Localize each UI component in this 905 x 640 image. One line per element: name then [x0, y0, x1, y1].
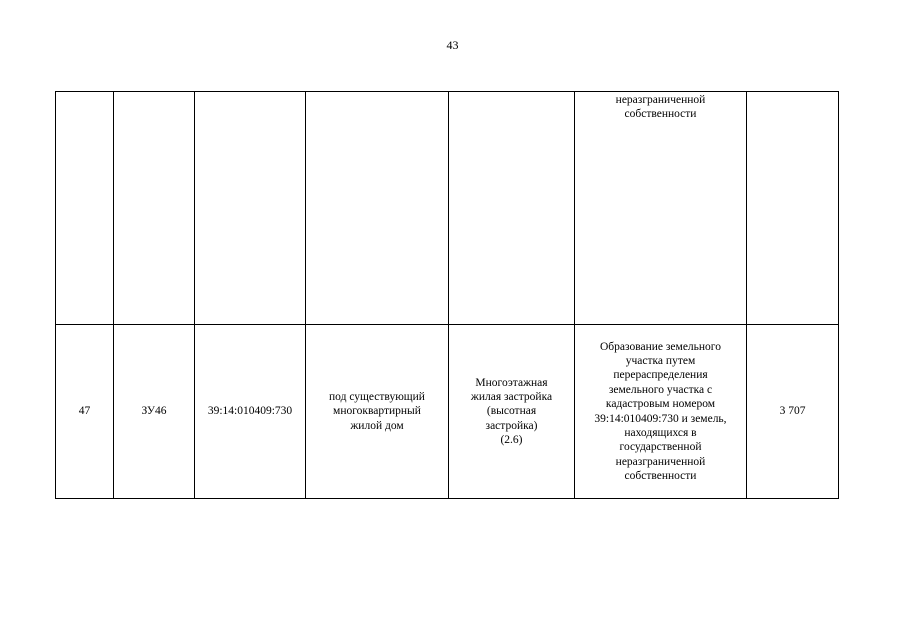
land-use-line: Многоэтажная	[475, 376, 548, 389]
cell-purpose	[306, 92, 449, 325]
description-line: собственности	[624, 470, 697, 482]
cell-description	[575, 92, 747, 325]
description-line: неразграниченной	[615, 455, 706, 468]
cell-cadastral-number	[195, 92, 306, 325]
cell-plot-id: ЗУ46	[114, 325, 195, 499]
land-use-line: жилая застройка	[470, 390, 553, 403]
cell-plot-id	[114, 92, 195, 325]
cell-index	[56, 92, 114, 325]
purpose-line: под существующий	[329, 390, 425, 403]
table-row-continued	[56, 92, 839, 325]
purpose-line: многоквартирный	[333, 405, 421, 418]
land-plots-table	[55, 91, 839, 499]
cell-area: 3 707	[747, 325, 839, 499]
description-line: находящихся в	[624, 426, 697, 439]
description-line: собственности	[624, 108, 697, 121]
description-line: участка путем	[625, 355, 696, 367]
purpose-line: жилой дом	[350, 419, 404, 432]
cell-land-use	[449, 325, 575, 499]
land-use-line: (2.6)	[500, 434, 523, 447]
cell-index: 47	[56, 325, 114, 499]
description-line: кадастровым номером	[605, 398, 716, 411]
cell-area	[747, 92, 839, 325]
description-line: перераспределения	[613, 369, 708, 382]
description-line: государственной	[619, 441, 702, 454]
table-row	[56, 325, 839, 499]
page-number: 43	[446, 38, 459, 52]
cell-purpose	[306, 325, 449, 499]
description-line: неразграниченной	[615, 94, 706, 106]
description-line: 39:14:010409:730 и земель,	[594, 412, 727, 425]
cell-land-use	[449, 92, 575, 325]
cell-cadastral-number: 39:14:010409:730	[195, 325, 306, 499]
cell-description	[575, 325, 747, 499]
land-use-line: (высотная	[486, 405, 537, 418]
description-line: земельного участка с	[608, 383, 713, 396]
land-use-line: застройка)	[485, 419, 538, 432]
description-line: Образование земельного	[599, 340, 721, 353]
